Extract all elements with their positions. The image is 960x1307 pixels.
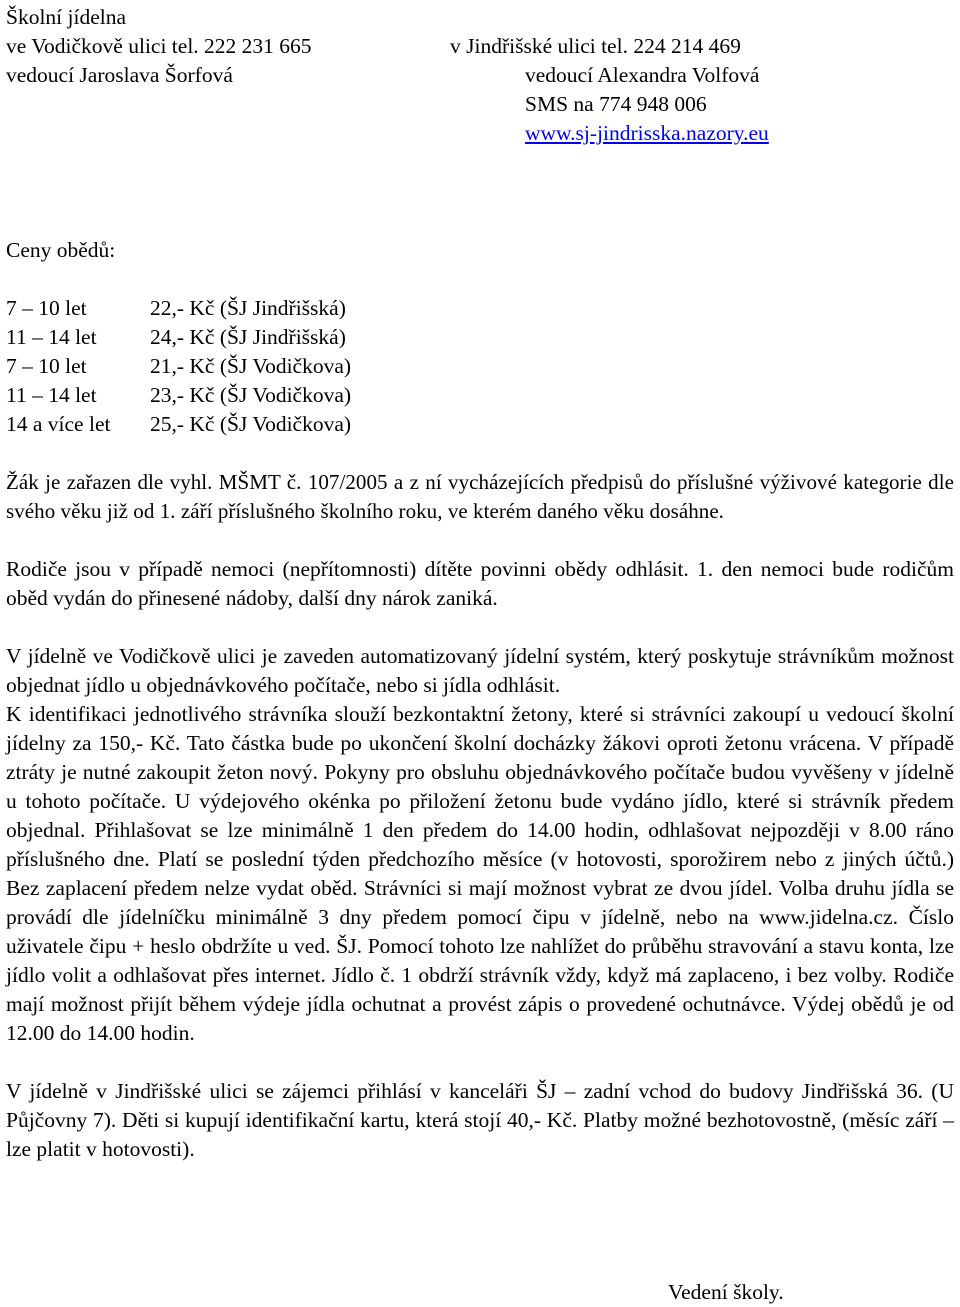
document-page [6,3,954,1164]
price-value: 22,- Kč (ŠJ Jindřišská) [150,296,346,320]
age-group: 11 – 14 let [6,325,97,349]
price-row [6,323,954,352]
jindrisska-website-link[interactable]: www.sj-jindrisska.nazory.eu [525,121,769,145]
price-row [6,381,954,410]
header [6,3,954,148]
signature: Vedení školy. [668,1280,784,1304]
price-row [6,352,954,381]
category-paragraph: Žák je zařazen dle vyhl. MŠMT č. 107/2005 a z ní vycházejících předpisů do příslušné výživové kategorie dle svého věku již od 1. září příslušného školního roku, ve kterém daného věku dosáhne. [6,470,954,523]
canteen-title: Školní jídelna [6,5,127,29]
jindrisska-paragraph: V jídelně v Jindřišské ulici se zájemci přihlásí v kanceláři ŠJ – zadní vchod do budovy Jindřišská 36. (U Půjčovny 7). Děti si kupují identifikační kartu, která stojí 40,- Kč. Platby možné bezhotovostně, (měsíc září – lze platit v hotovosti). [6,1079,954,1161]
price-value: 23,- Kč (ŠJ Vodičkova) [150,383,352,407]
vodickova-system-paragraph: V jídelně ve Vodičkově ulici je zaveden automatizovaný jídelní systém, který poskytuje strávníkům možnost objednat jídlo u objednávkového počítače, nebo si jídla odhlásit. [6,644,954,697]
age-group: 11 – 14 let [6,383,97,407]
vodickova-tokens-paragraph: K identifikaci jednotlivého strávníka slouží bezkontaktní žetony, které si strávníci zakoupí u vedoucí školní jídelny za 150,- Kč. Tato částka bude po ukončení školní docházky žákovi oproti žetonu vrácena. V případě ztráty je nutné zakoupit žeton nový. Pokyny pro obsluhu objednávkového počítače budou vyvěšeny v jídelně u tohoto počítače. U výdejového okénka po přiložení žetonu bude vydáno jídlo, které si strávník předem objednal. Přihlašovat se lze minimálně 1 den předem do 14.00 hodin, odhlašovat nejpozději v 8.00 ráno příslušného dne. Platí se poslední týden předchozího měsíce (v hotovosti, sporožirem nebo z jiných účtů.) Bez zaplacení předem nelze vydat oběd. Strávníci si mají možnost vybrat ze dvou jídel. Volba druhu jídla se provádí dle jídelníčku minimálně 3 dny předem pomocí čipu v jídelně, nebo na www.jidelna.cz. Číslo uživatele čipu + heslo obdržíte u ved. ŠJ. Pomocí tohoto lze nahlížet do průběhu stravování a stavu konta, lze jídlo volit a odhlašovat přes internet. Jídlo č. 1 obdrží strávník vždy, když má zaplaceno, i bez volby. Rodiče mají možnost přijít během výdeje jídla ochutnat a provést zápis o provedené ochutnávce. Výdej obědů je od 12.00 do 14.00 hodin. [6,702,954,1045]
price-row [6,294,954,323]
jindrisska-contact: v Jindřišské ulici tel. 224 214 469 [450,34,741,58]
price-value: 25,- Kč (ŠJ Vodičkova) [150,412,352,436]
prices-title: Ceny obědů: [6,238,116,262]
jindrisska-sms: SMS na 774 948 006 [525,92,707,116]
vodickova-contact: ve Vodičkově ulici tel. 222 231 665 [6,34,312,58]
age-group: 7 – 10 let [6,354,87,378]
price-list [6,294,954,439]
age-group: 14 a více let [6,412,111,436]
vodickova-manager: vedoucí Jaroslava Šorfová [6,63,233,87]
jindrisska-manager: vedoucí Alexandra Volfová [525,63,760,87]
age-group: 7 – 10 let [6,296,87,320]
price-value: 21,- Kč (ŠJ Vodičkova) [150,354,352,378]
price-row [6,410,954,439]
illness-paragraph: Rodiče jsou v případě nemoci (nepřítomnosti) dítěte povinni obědy odhlásit. 1. den nemoci bude rodičům oběd vydán do přinesené nádoby, další dny nárok zaniká. [6,557,954,610]
price-value: 24,- Kč (ŠJ Jindřišská) [150,325,346,349]
